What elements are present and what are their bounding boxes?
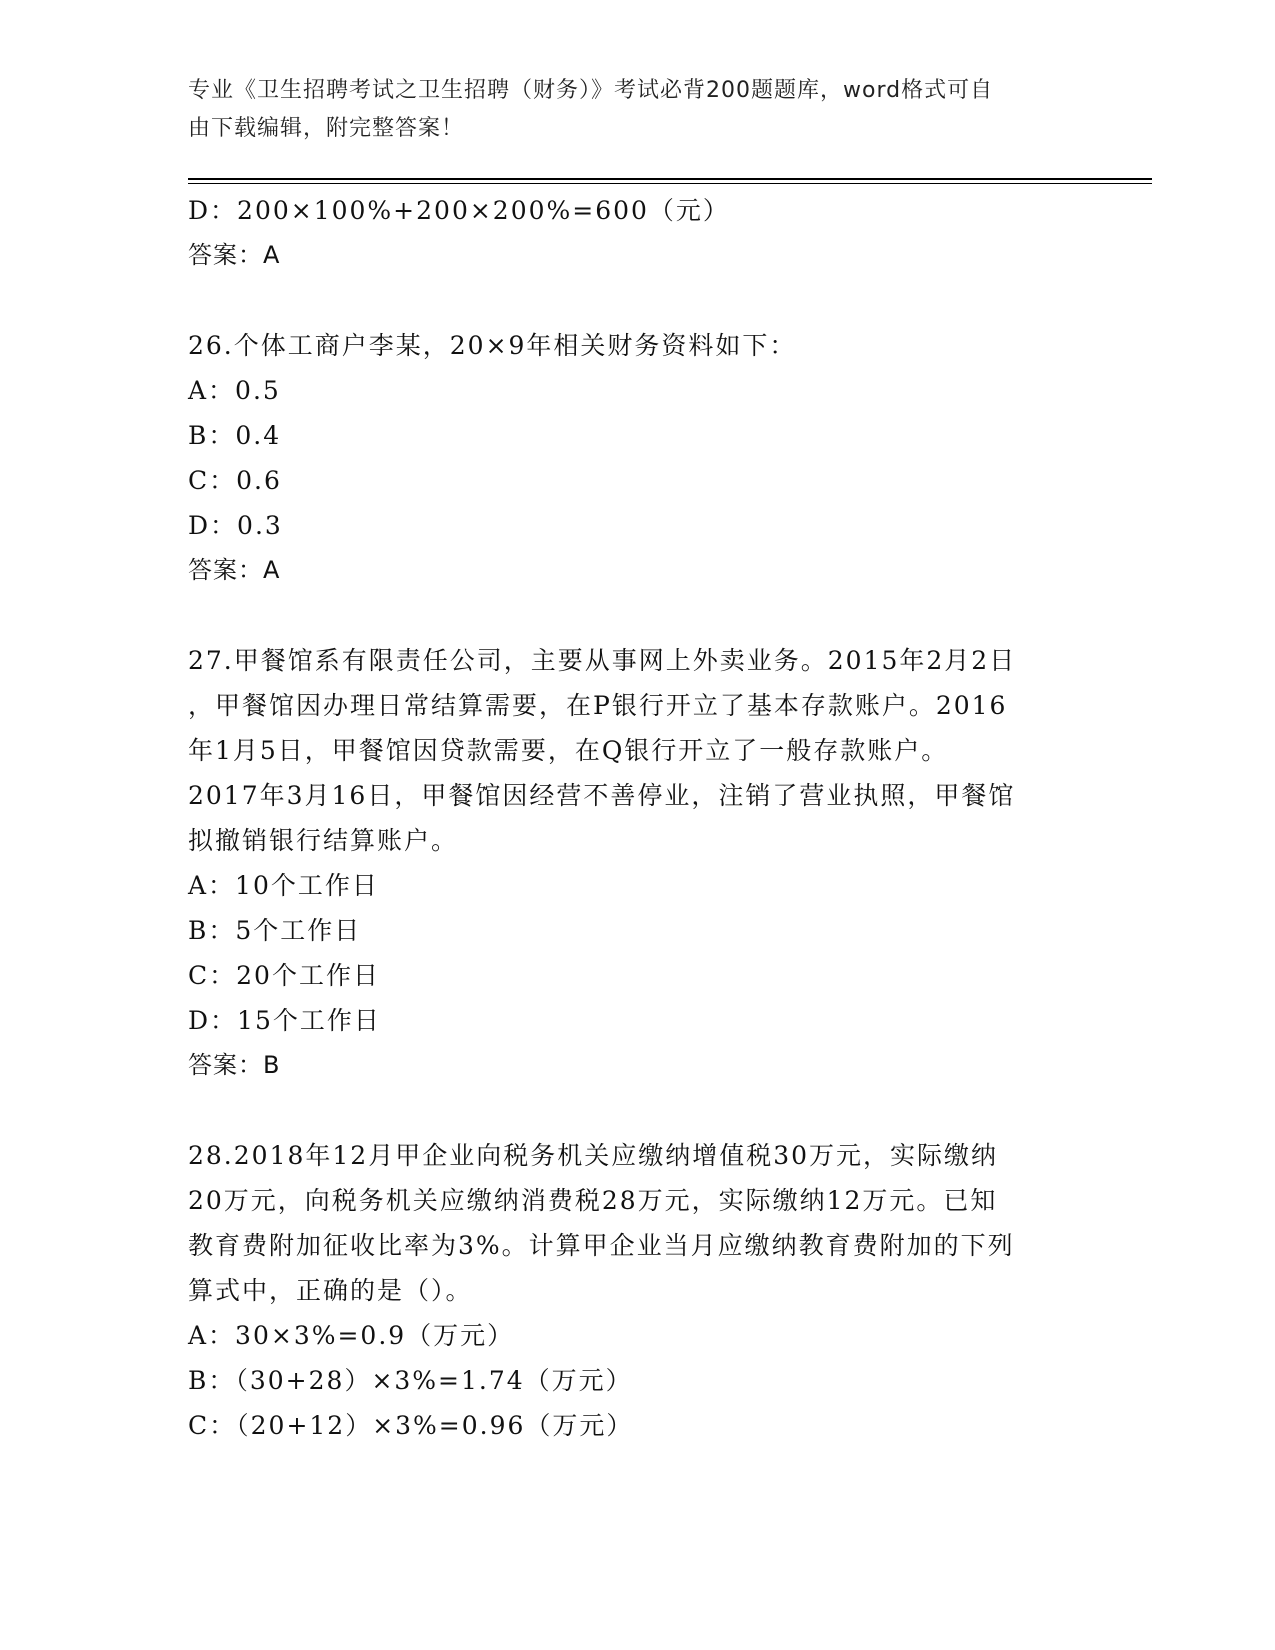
option-c: C：（20+12）×3%=0.96（万元） (188, 1411, 634, 1440)
option-d: D：15个工作日 (188, 1006, 381, 1035)
spacer (188, 1088, 1088, 1133)
header-divider-thin (188, 183, 1152, 184)
question-25 (188, 188, 1088, 278)
option-a: A：10个工作日 (188, 871, 379, 900)
question-stem-line: 28.2018年12月甲企业向税务机关应缴纳增值税30万元，实际缴纳 (188, 1141, 999, 1170)
answer-label: 答案：A (188, 241, 281, 269)
answer-label: 答案：B (188, 1051, 281, 1079)
spacer (188, 593, 1088, 638)
question-27 (188, 638, 1088, 1088)
option-a: A：0.5 (188, 376, 281, 405)
answer-label: 答案：A (188, 556, 281, 584)
option-c: C：0.6 (188, 466, 282, 495)
option-d: D：200×100%+200×200%=600（元） (188, 196, 730, 225)
document-header (188, 72, 1068, 148)
header-line-2: 由下载编辑，附完整答案！ (188, 116, 465, 141)
question-stem-line: 算式中，正确的是（）。 (188, 1276, 473, 1305)
question-stem-line: 2017年3月16日，甲餐馆因经营不善停业，注销了营业执照，甲餐馆 (188, 781, 1016, 810)
question-stem-line: 教育费附加征收比率为3%。计算甲企业当月应缴纳教育费附加的下列 (188, 1231, 1015, 1260)
spacer (188, 278, 1088, 323)
option-b: B：（30+28）×3%=1.74（万元） (188, 1366, 633, 1395)
question-stem-line: 20万元，向税务机关应缴纳消费税28万元，实际缴纳12万元。已知 (188, 1186, 998, 1215)
question-26 (188, 323, 1088, 593)
option-d: D：0.3 (188, 511, 283, 540)
option-c: C：20个工作日 (188, 961, 380, 990)
question-stem: 26.个体工商户李某，20×9年相关财务资料如下： (188, 331, 797, 360)
question-list (188, 188, 1088, 1448)
option-b: B：0.4 (188, 421, 282, 450)
question-28 (188, 1133, 1088, 1448)
question-stem-line: 拟撤销银行结算账户。 (188, 826, 459, 855)
option-a: A：30×3%=0.9（万元） (188, 1321, 515, 1350)
question-stem-line: 27.甲餐馆系有限责任公司，主要从事网上外卖业务。2015年2月2日 (188, 646, 1017, 675)
header-line-1: 专业《卫生招聘考试之卫生招聘（财务）》考试必背200题题库，word格式可自 (188, 78, 994, 103)
header-divider-thick (188, 178, 1152, 180)
question-stem-line: ，甲餐馆因办理日常结算需要，在P银行开立了基本存款账户。2016 (188, 691, 1008, 720)
option-b: B：5个工作日 (188, 916, 362, 945)
question-stem-line: 年1月5日，甲餐馆因贷款需要，在Q银行开立了一般存款账户。 (188, 736, 949, 765)
